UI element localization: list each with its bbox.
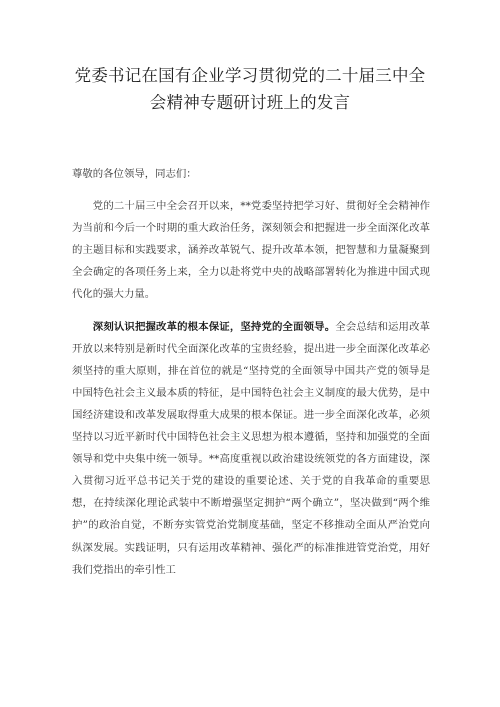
paragraph-2-lead: 深刻认识把握改革的根本保证，坚持党的全面领导。: [92, 320, 336, 333]
paragraph-2-text: 全会总结和运用改革开放以来特别是新时代全面深化改革的宝贵经验，提出进一步全面深化改革必须坚持的重大原则，排在首位的就是“坚持党的全面领导中国共产党的领导是中国特色社会主义最本质的特征，是中国特色社会主义制度的最大优势，是中国经济建设和改革发展取得重大成果的根本保证。进一步全面深化改革，必须坚持以习近平新时代中国特色社会主义思想为根本遵循，坚持和加强党的全面领导和党中央集中统一领导。**高度重视以政治建设统领党的各方面建设，深入贯彻习近平总书记关于党的建设的重要论述、关于党的自我革命的重要思想，在持续深化理论武装中不断增强坚定拥护“两个确立”，坚决做到“两个维护”的政治自觉，不断夯实管党治党制度基础，坚定不移推动全面从严治党向纵深发展。实践证明，只有运用改革精神、强化严的标准推进管党治党，用好我们党指出的牵引性工: [72, 320, 431, 576]
paragraph-1-text: 党的二十届三中全会召开以来，**党委坚持把学习好、贯彻好全会精神作为当前和今后一个时期的重大政治任务，深刻领会和把握进一步全面深化改革的主题目标和实践要求，涵养改革锐气、提升改革本领，把智慧和力量凝聚到全会确定的各项任务上来，全力以赴将党中央的战略部署转化为推进中国式现代化的强大力量。: [72, 200, 430, 301]
paragraph-2: [72, 316, 430, 581]
document-body: [72, 163, 430, 591]
salutation: 尊敬的各位领导，同志们：: [72, 168, 197, 180]
document-title: 党委书记在国有企业学习贯彻党的二十届三中全会精神专题研讨班上的发言: [74, 66, 426, 112]
paragraph-1: [72, 195, 430, 305]
